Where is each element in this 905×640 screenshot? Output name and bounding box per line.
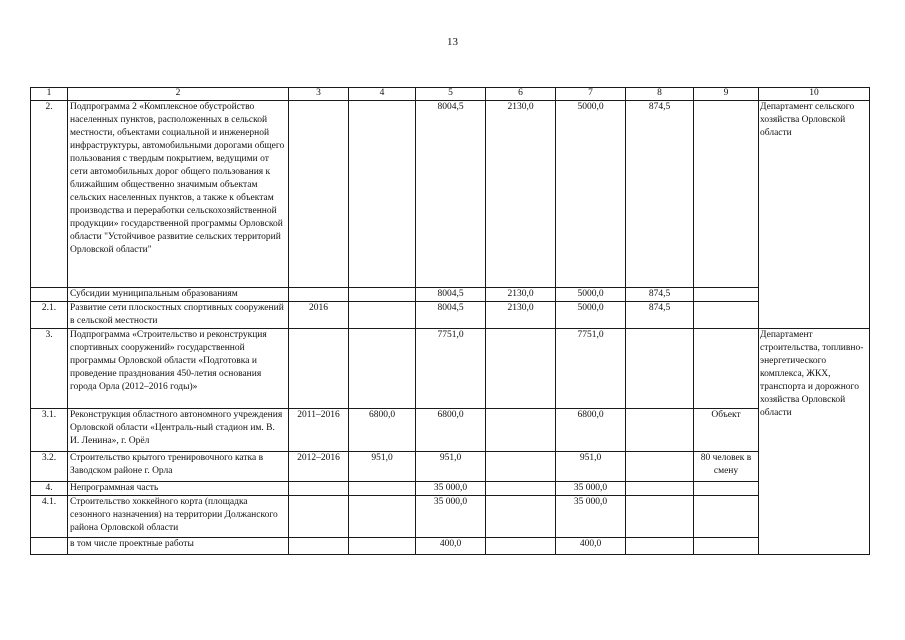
cell-col9 [694,101,759,288]
cell-col7: 35 000,0 [556,496,626,538]
cell-col5: 400,0 [416,538,486,555]
cell-col8 [626,496,694,538]
row-name: Реконструкция областного автономного учреждения Орловской области «Централь-ный стадион им. В. И. Ленина», г. Орёл [68,409,289,452]
cell-col7: 6800,0 [556,409,626,452]
cell-col6 [486,496,556,538]
cell-period [289,288,349,302]
cell-col7: 35 000,0 [556,482,626,496]
row-number [31,288,68,302]
column-header: 6 [486,88,556,101]
row-number: 3. [31,329,68,409]
cell-col8: 874,5 [626,288,694,302]
row-name: Непрограммная часть [68,482,289,496]
cell-col5: 35 000,0 [416,482,486,496]
cell-period: 2011–2016 [289,409,349,452]
cell-col4: 6800,0 [349,409,416,452]
column-header: 5 [416,88,486,101]
cell-col4 [349,538,416,555]
cell-col8: 874,5 [626,302,694,329]
row-name: Подпрограмма «Строительство и реконструкция спортивных сооружений» государственной программы Орловской области «Подготовка и проведение празднования 450-летия основания города Орла (2012–2016 годы)» [68,329,289,409]
cell-col9 [694,538,759,555]
table-row [31,409,870,452]
row-name: Строительство хоккейного корта (площадка сезонного назначения) на территории Должанского района Орловской области [68,496,289,538]
cell-col9 [694,288,759,302]
cell-col8 [626,452,694,482]
cell-col8 [626,329,694,409]
cell-col4 [349,329,416,409]
cell-col8 [626,482,694,496]
cell-col4 [349,288,416,302]
column-header: 3 [289,88,349,101]
cell-col7: 951,0 [556,452,626,482]
column-header: 10 [759,88,870,101]
row-number: 3.2. [31,452,68,482]
row-number: 4. [31,482,68,496]
cell-col4 [349,302,416,329]
cell-period [289,482,349,496]
cell-col8: 874,5 [626,101,694,288]
cell-col4 [349,101,416,288]
cell-period [289,496,349,538]
budget-table [30,87,870,555]
cell-col6 [486,329,556,409]
row-name: Подпрограмма 2 «Комплексное обустройство населенных пунктов, расположенных в сельской местности, объектами социальной и инженерной инфраструктуры, автомобильными дорогами общего пользования с твердым покрытием, ведущими от сети автомобильных дорог общего пользования к ближайшим общественно значимым объектам сельских населенных пунктов, а также к объектам производства и переработки сельскохозяйственной продукции» государственной программы Орловской области "Устойчивое развитие сельских территорий Орловской области" [68,101,289,288]
column-header: 9 [694,88,759,101]
table-row [31,496,870,538]
cell-col8 [626,538,694,555]
cell-col7: 5000,0 [556,302,626,329]
responsible-agriculture: Департамент сельского хозяйства Орловской области [759,101,870,329]
cell-period: 2012–2016 [289,452,349,482]
cell-col8 [626,409,694,452]
table-row [31,452,870,482]
cell-period [289,101,349,288]
column-header: 1 [31,88,68,101]
cell-col9 [694,302,759,329]
cell-col5: 7751,0 [416,329,486,409]
table-row [31,329,870,409]
cell-col6 [486,452,556,482]
row-name: Строительство крытого тренировочного катка в Заводском районе г. Орла [68,452,289,482]
cell-col7: 5000,0 [556,101,626,288]
cell-col6: 2130,0 [486,288,556,302]
table-header-row [31,88,870,101]
cell-col5: 8004,5 [416,288,486,302]
row-name: в том числе проектные работы [68,538,289,555]
cell-col6 [486,538,556,555]
cell-col9 [694,329,759,409]
cell-col7: 400,0 [556,538,626,555]
row-name: Развитие сети плоскостных спортивных сооружений в сельской местности [68,302,289,329]
table-row [31,482,870,496]
row-name: Субсидии муниципальным образованиям [68,288,289,302]
row-number: 3.1. [31,409,68,452]
page-number: 13 [447,36,458,48]
cell-col5: 951,0 [416,452,486,482]
row-number [31,538,68,555]
row-number: 2. [31,101,68,288]
cell-col9 [694,496,759,538]
table-row [31,288,870,302]
cell-col7: 5000,0 [556,288,626,302]
cell-col6: 2130,0 [486,302,556,329]
cell-col5: 6800,0 [416,409,486,452]
cell-col4 [349,482,416,496]
cell-col6 [486,482,556,496]
column-header: 2 [68,88,289,101]
cell-col9: 80 человек в смену [694,452,759,482]
cell-col5: 8004,5 [416,101,486,288]
cell-period [289,538,349,555]
cell-col7: 7751,0 [556,329,626,409]
cell-col4 [349,496,416,538]
cell-col9 [694,482,759,496]
column-header: 4 [349,88,416,101]
table-row [31,538,870,555]
table-row [31,302,870,329]
cell-col6 [486,409,556,452]
column-header: 8 [626,88,694,101]
row-number: 2.1. [31,302,68,329]
cell-col5: 35 000,0 [416,496,486,538]
cell-col4: 951,0 [349,452,416,482]
column-header: 7 [556,88,626,101]
row-number: 4.1. [31,496,68,538]
cell-period: 2016 [289,302,349,329]
cell-period [289,329,349,409]
cell-col9: Объект [694,409,759,452]
table-row [31,101,870,288]
responsible-construction: Департамент строительства, топливно-энергетического комплекса, ЖКХ, транспорта и дорожного хозяйства Орловской области [759,329,870,555]
cell-col6: 2130,0 [486,101,556,288]
cell-col5: 8004,5 [416,302,486,329]
